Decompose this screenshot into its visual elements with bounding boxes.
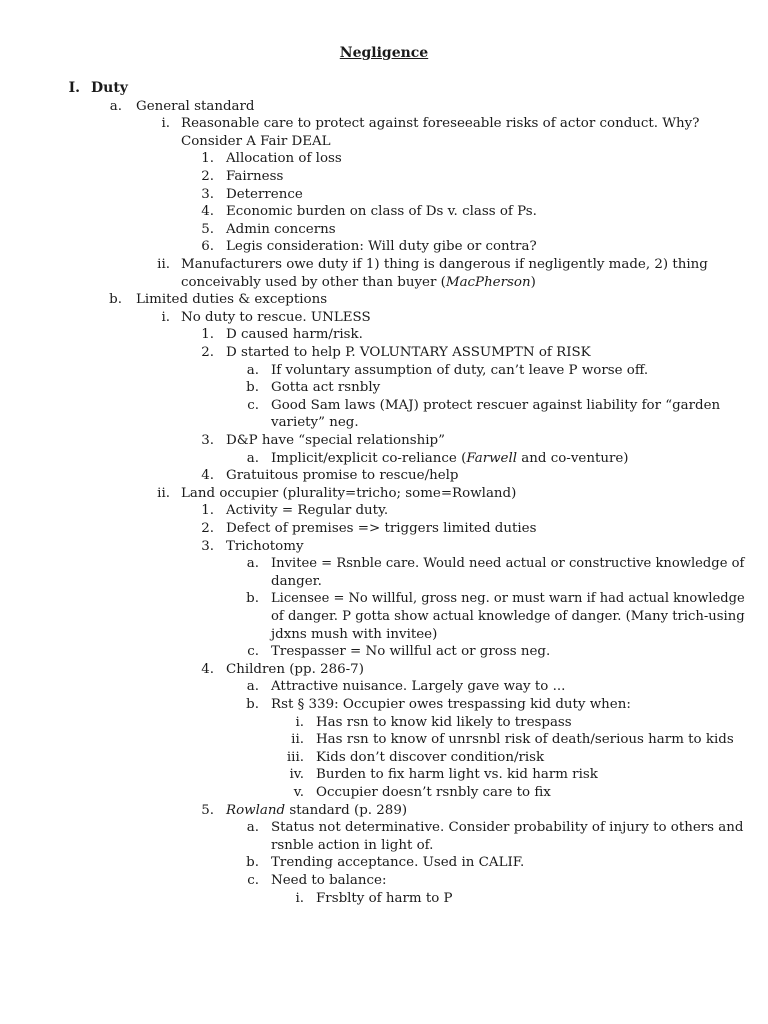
outline-text	[226, 203, 537, 221]
outline-text	[226, 344, 591, 362]
outline-marker: a.	[246, 362, 259, 378]
outline-marker: 1.	[201, 151, 214, 167]
outline-text	[226, 221, 336, 239]
text-run: D&P have “special relationship”	[226, 433, 445, 448]
outline-line	[0, 749, 768, 767]
text-run: Reasonable care to protect against foreseeable risks of actor conduct. Why?	[181, 116, 700, 132]
outline-line	[0, 872, 768, 890]
text-run: Legis consideration: Will duty gibe or contra?	[226, 239, 537, 255]
outline-text	[181, 115, 699, 133]
outline-line	[0, 502, 768, 520]
text-run: Gratuitous promise to rescue/help	[226, 468, 459, 484]
outline-marker: c.	[247, 397, 259, 413]
outline-text	[226, 502, 388, 520]
outline-marker: i.	[161, 309, 170, 325]
outline-marker: b.	[109, 292, 122, 308]
outline-marker: b.	[246, 380, 259, 396]
text-run: conceivably used by other than buyer (	[181, 274, 446, 290]
outline-text	[226, 150, 342, 168]
outline-text	[316, 890, 453, 908]
outline-line	[0, 696, 768, 714]
outline-line	[0, 80, 768, 98]
outline-text	[271, 854, 524, 872]
text-run: Attractive nuisance. Largely gave way to ...	[271, 679, 566, 695]
text-run: General standard	[136, 98, 255, 114]
text-run: jdxns mush with invitee)	[271, 626, 438, 642]
text-run: D started to help P. VOLUNTARY ASSUMPTN of RISK	[226, 345, 591, 360]
outline-marker: a.	[246, 556, 259, 572]
outline-marker: ii.	[157, 485, 170, 501]
outline-marker: 5.	[201, 802, 214, 818]
text-run: Manufacturers owe duty if 1) thing is dangerous if negligently made, 2) thing	[181, 257, 708, 272]
text-run: Admin concerns	[226, 221, 336, 237]
outline-line	[0, 626, 768, 644]
outline-line	[0, 485, 768, 503]
outline-marker: 3.	[201, 433, 214, 448]
outline-marker: a.	[246, 450, 259, 466]
outline-text	[226, 538, 304, 556]
outline-line	[0, 714, 768, 732]
outline-text	[181, 256, 708, 274]
outline-marker: 2.	[201, 345, 214, 360]
outline-line	[0, 379, 768, 397]
text-run: standard (p. 289)	[285, 802, 408, 818]
text-run: Rst § 339: Occupier owes trespassing kid duty when:	[271, 697, 631, 712]
text-run: Economic burden on class of Ds v. class of Ps.	[226, 204, 537, 220]
outline-line	[0, 309, 768, 327]
outline-marker: i.	[295, 890, 304, 906]
outline-line	[0, 784, 768, 802]
outline-marker: a.	[246, 820, 259, 836]
outline-line	[0, 890, 768, 908]
outline-text	[181, 274, 536, 292]
outline-text	[271, 819, 743, 837]
outline-text	[271, 397, 720, 415]
text-run: Limited duties & exceptions	[136, 292, 328, 308]
text-run: Land occupier (plurality=tricho; some=Rowland)	[181, 485, 517, 501]
text-run: No duty to rescue. UNLESS	[181, 309, 371, 325]
text-run: Trespasser = No willful act or gross neg.	[271, 644, 551, 660]
case-name: Farwell	[466, 450, 518, 466]
outline-line	[0, 150, 768, 168]
text-run: danger.	[271, 573, 322, 589]
text-run: Children (pp. 286-7)	[226, 661, 364, 677]
outline-line	[0, 467, 768, 485]
outline-marker: b.	[246, 697, 259, 712]
outline-line	[0, 414, 768, 432]
outline-marker: a.	[109, 98, 122, 114]
text-run: Implicit/explicit co-reliance (	[271, 450, 467, 466]
text-run: Has rsn to know of unrsnbl risk of death/serious harm to kids	[316, 732, 734, 748]
text-run: Defect of premises => triggers limited duties	[226, 521, 537, 536]
outline-text	[271, 362, 648, 380]
outline-line	[0, 432, 768, 450]
outline-text	[271, 678, 565, 696]
outline-line	[0, 186, 768, 204]
text-run: and co-venture)	[517, 450, 629, 466]
outline-marker: c.	[247, 873, 259, 888]
outline-text	[226, 661, 364, 679]
text-run: Activity = Regular duty.	[226, 503, 389, 519]
outline-marker: 4.	[201, 468, 214, 484]
outline-line	[0, 555, 768, 573]
outline-line	[0, 802, 768, 820]
outline-line	[0, 203, 768, 221]
text-run: D caused harm/risk.	[226, 327, 363, 343]
outline-text	[181, 309, 371, 327]
case-name: MacPherson	[445, 274, 531, 290]
text-run: Invitee = Rsnble care. Would need actual or constructive knowledge of	[271, 556, 745, 572]
text-run: Duty	[91, 80, 128, 96]
outline-text	[136, 291, 327, 309]
outline-text	[271, 837, 433, 855]
text-run: variety” neg.	[271, 415, 359, 431]
outline-line	[0, 397, 768, 415]
text-run: )	[530, 274, 536, 290]
outline-marker: 1.	[201, 327, 214, 343]
text-run: Status not determinative. Consider probability of injury to others and	[271, 820, 744, 836]
outline-text	[271, 643, 550, 661]
outline-line	[0, 133, 768, 151]
text-run: Kids don’t discover condition/risk	[316, 749, 545, 765]
text-run: Deterrence	[226, 186, 303, 202]
outline-marker: ii.	[157, 257, 170, 272]
outline-text	[271, 872, 386, 890]
outline-line	[0, 256, 768, 274]
text-run: Frsblty of harm to P	[316, 890, 453, 906]
outline-text	[226, 467, 459, 485]
outline-text	[316, 749, 544, 767]
outline-line	[0, 538, 768, 556]
outline-marker: 2.	[201, 169, 214, 184]
outline-marker: 6.	[201, 239, 214, 255]
text-run: If voluntary assumption of duty, can’t leave P worse off.	[271, 362, 649, 378]
outline-line	[0, 643, 768, 661]
outline-marker: 4.	[201, 661, 214, 677]
outline-text	[226, 168, 283, 186]
text-run: Need to balance:	[271, 873, 387, 888]
outline-line	[0, 362, 768, 380]
outline-text	[271, 450, 629, 468]
outline-text	[271, 555, 744, 573]
outline-line	[0, 819, 768, 837]
outline-marker: ii.	[291, 732, 304, 748]
outline-marker: 1.	[201, 503, 214, 519]
outline-text	[181, 133, 331, 151]
outline-line	[0, 678, 768, 696]
text-run: Occupier doesn’t rsnbly care to fix	[316, 785, 551, 800]
outline-line	[0, 731, 768, 749]
outline-line	[0, 291, 768, 309]
outline-line	[0, 274, 768, 292]
outline-line	[0, 520, 768, 538]
outline-marker: 5.	[201, 221, 214, 237]
outline-marker: a.	[246, 679, 259, 695]
outline-marker: i.	[295, 714, 304, 730]
text-run: Gotta act rsnbly	[271, 380, 381, 396]
outline-marker: b.	[246, 855, 259, 871]
outline-text	[181, 485, 516, 503]
outline-marker: v.	[293, 785, 304, 800]
text-run: Good Sam laws (MAJ) protect rescuer against liability for “garden	[271, 397, 721, 413]
outline-marker: iii.	[286, 749, 304, 765]
outline-line	[0, 854, 768, 872]
outline-marker: i.	[161, 116, 170, 132]
outline-marker: 3.	[201, 186, 214, 202]
outline-line	[0, 238, 768, 256]
outline-text	[271, 626, 437, 644]
outline-line	[0, 573, 768, 591]
text-run: Has rsn to know kid likely to trespass	[316, 714, 572, 730]
outline-text	[271, 696, 631, 714]
outline-marker: b.	[246, 591, 259, 607]
outline-text	[271, 379, 380, 397]
text-run: of danger. P gotta show actual knowledge of danger. (Many trich-using	[271, 609, 745, 624]
outline-line	[0, 326, 768, 344]
outline-text	[226, 432, 445, 450]
outline-marker: c.	[247, 644, 259, 660]
document-title: Negligence	[339, 45, 429, 61]
outline-marker: 4.	[201, 204, 214, 220]
outline-text	[271, 414, 359, 432]
outline-marker: 3.	[201, 538, 214, 554]
outline-line	[0, 766, 768, 784]
text-run: Trending acceptance. Used in CALIF.	[271, 855, 525, 871]
outline-text	[316, 766, 598, 784]
outline-marker: 2.	[201, 521, 214, 536]
outline-text	[316, 731, 734, 749]
outline-text	[226, 186, 303, 204]
outline-text	[271, 573, 322, 591]
text-run: Allocation of loss	[226, 151, 342, 167]
outline-text	[271, 608, 745, 626]
outline-line	[0, 661, 768, 679]
outline-line	[0, 98, 768, 116]
case-name: Rowland	[226, 802, 286, 818]
outline-marker: iv.	[289, 767, 304, 783]
outline-line	[0, 115, 768, 133]
outline-line	[0, 344, 768, 362]
outline-marker: I.	[68, 80, 80, 96]
outline-line	[0, 608, 768, 626]
text-run: Licensee = No willful, gross neg. or must warn if had actual knowledge	[271, 591, 745, 607]
outline-line	[0, 168, 768, 186]
outline-line	[0, 837, 768, 855]
outline-text	[136, 98, 254, 116]
text-run: Fairness	[226, 169, 284, 184]
outline-text	[226, 238, 537, 256]
outline-text	[226, 326, 363, 344]
outline-line	[0, 221, 768, 239]
outline-text	[226, 520, 536, 538]
text-run: Burden to fix harm light vs. kid harm risk	[316, 767, 598, 783]
text-run: Trichotomy	[226, 538, 304, 554]
text-run: rsnble action in light of.	[271, 837, 434, 853]
outline-text	[91, 80, 128, 98]
outline-text	[226, 802, 407, 820]
outline-text	[271, 590, 745, 608]
outline-text	[316, 784, 551, 802]
outline-text	[316, 714, 572, 732]
outline-line	[0, 450, 768, 468]
outline-line	[0, 590, 768, 608]
text-run: Consider A Fair DEAL	[181, 133, 331, 149]
